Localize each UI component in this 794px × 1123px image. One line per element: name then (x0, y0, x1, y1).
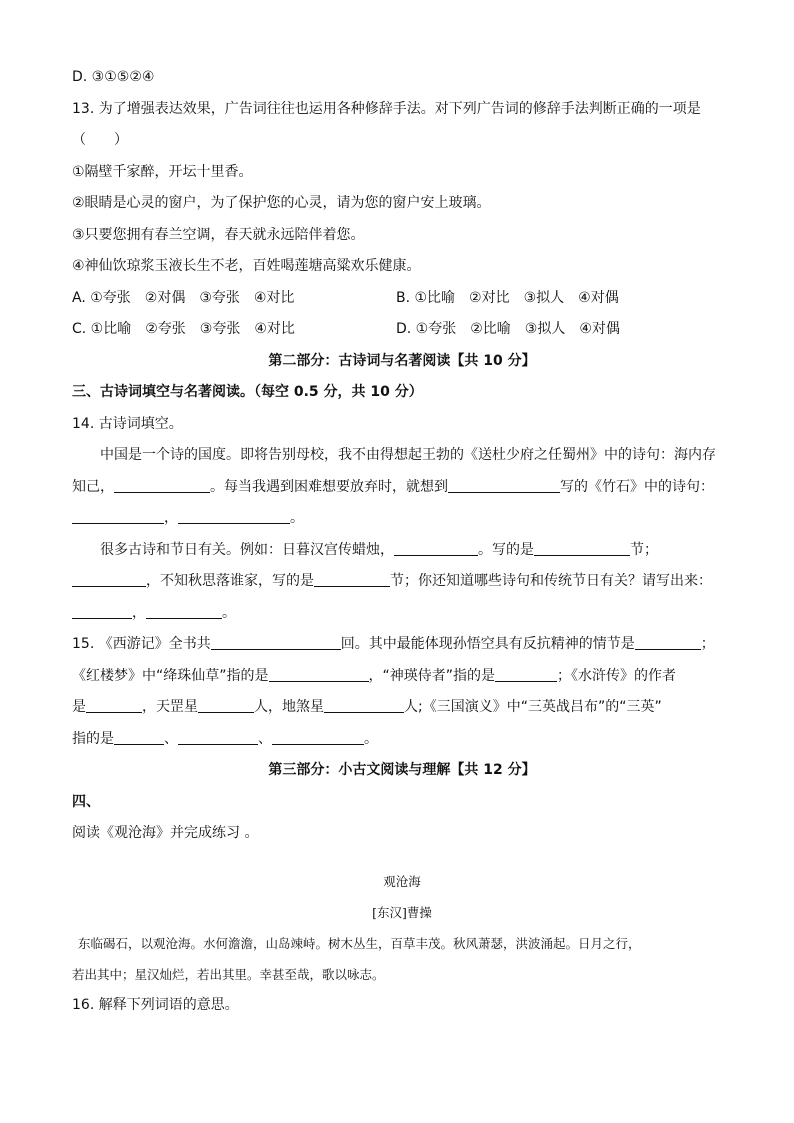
q14-para1-line1: 中国是一个诗的国度。即将告别母校，我不由得想起王勃的《送杜少府之任蜀州》中的诗句：海内存 (100, 447, 716, 463)
blank[interactable] (314, 572, 390, 587)
q13-item-3: ③只要您拥有春兰空调，春天就永远陪伴着您。 (72, 226, 365, 243)
q14-para1-line3: ， 。 (72, 503, 732, 535)
blank[interactable] (114, 730, 164, 745)
blank[interactable] (272, 730, 364, 745)
q14-para2-line1: 很多古诗和节日有关。例如：日暮汉宫传蜡烛， 。写的是 节； (100, 541, 658, 558)
q15-line4: 指的是 、 、 。 (72, 730, 378, 747)
blank[interactable] (448, 478, 560, 493)
q14-label: 14. 古诗词填空。 (72, 415, 183, 432)
q13-options-row-1 (72, 283, 732, 315)
q13-answer-paren: （ ） (72, 132, 128, 148)
part2-title: 第二部分：古诗词与名著阅读【共 10 分】 (268, 352, 536, 369)
blank[interactable] (178, 509, 290, 524)
q16-label: 16. 解释下列词语的意思。 (72, 996, 239, 1013)
poem-body (72, 928, 732, 990)
blank[interactable] (72, 509, 164, 524)
q13-item-4: ④神仙饮琼浆玉液长生不老，百姓喝莲塘高粱欢乐健康。 (72, 258, 421, 274)
reading-instruction: 阅读《观沧海》并完成练习 。 (72, 825, 259, 841)
blank[interactable] (178, 730, 258, 745)
q15-line2: 《红楼梦》中“绛珠仙草”指的是 ，“神瑛侍者”指的是 ；《水浒传》的作者 (72, 667, 677, 684)
blank[interactable] (72, 572, 146, 587)
poem-title: 观沧海 (383, 873, 421, 889)
blank[interactable] (198, 698, 254, 713)
blank[interactable] (534, 541, 630, 556)
q14-para2-line2: ，不知秋思落谁家，写的是 节；你还知道哪些诗句和传统节日有关？请写出来： (72, 566, 732, 598)
q15-line3: 是 ，天罡星 人，地煞星 人;《三国演义》中“三英战吕布”的“三英” (72, 699, 662, 715)
q13-item-2: ②眼睛是心灵的窗户，为了保护您的心灵，请为您的窗户安上玻璃。 (72, 195, 491, 211)
q13-stem: 13. 为了增强表达效果，广告词往往也运用各种修辞手法。对下列广告词的修辞手法判断正确的一项是 (72, 100, 701, 117)
exam-page (72, 62, 732, 1021)
blank[interactable] (269, 667, 369, 682)
section3-title: 三、古诗词填空与名著阅读。（每空 0.5 分，共 10 分） (72, 384, 423, 400)
blank[interactable] (114, 478, 210, 493)
q15-line1: 15. 《西游记》全书共 回。其中最能体现孙悟空具有反抗精神的情节是 ； (72, 636, 715, 652)
q13-option-a[interactable]: A. ①夸张 ②对偶 ③夸张 ④对比 (72, 289, 295, 306)
poem-line-1: 东临碣石，以观沧海。水何澹澹，山岛竦峙。树木丛生，百草丰茂。秋风萧瑟，洪波涌起。日月之行， (78, 935, 641, 951)
blank[interactable] (635, 635, 701, 650)
q13-option-b[interactable]: B. ①比喻 ②对比 ③拟人 ④对偶 (396, 289, 619, 306)
blank[interactable] (394, 541, 478, 556)
blank[interactable] (72, 604, 132, 619)
q13-item-1: ①隔壁千家醉，开坛十里香。 (72, 163, 253, 180)
blank[interactable] (495, 667, 557, 682)
q14-para1-line2: 知己， 。每当我遇到困难想要放弃时，就想到 写的《竹石》中的诗句： (72, 478, 714, 495)
blank[interactable] (211, 635, 341, 650)
blank[interactable] (324, 698, 404, 713)
q13-option-d[interactable]: D. ①夸张 ②比喻 ③拟人 ④对偶 (396, 321, 620, 337)
q14-para2-line3: ， 。 (72, 598, 732, 630)
blank[interactable] (146, 604, 222, 619)
q12-option-d: D. ③①⑤②④ (72, 69, 155, 85)
part3-title: 第三部分：小古文阅读与理解【共 12 分】 (268, 762, 536, 778)
poem-line-2: 若出其中；星汉灿烂，若出其里。幸甚至哉，歌以咏志。 (72, 966, 385, 982)
section4-title: 四、 (72, 793, 100, 810)
q13-option-c[interactable]: C. ①比喻 ②夸张 ③夸张 ④对比 (72, 321, 295, 337)
poem-author: [东汉]曹操 (372, 904, 432, 920)
q13-options-row-2 (72, 314, 732, 346)
blank[interactable] (86, 698, 142, 713)
